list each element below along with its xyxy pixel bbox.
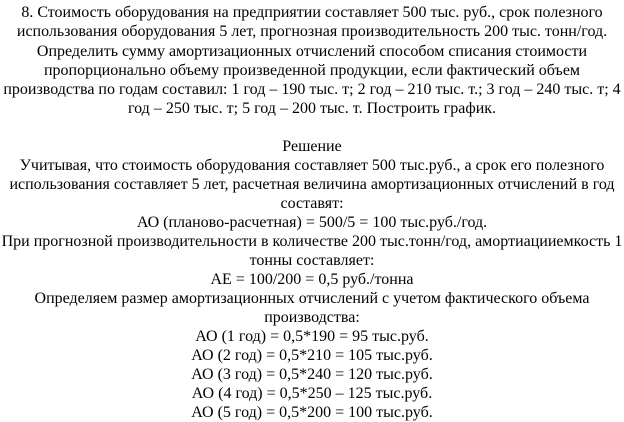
- formula-ao-year-4: АО (4 год) = 0,5*250 – 125 тыс.руб.: [191, 385, 433, 402]
- solution-line-6: тонны составляет:: [249, 252, 375, 269]
- solution-line-3: составят:: [280, 195, 344, 212]
- problem-line-5: производства по годам составил: 1 год – 190 тыс. т; 2 год – 210 тыс. т.; 3 год – 240 тыс. т; 4: [3, 81, 621, 98]
- problem-line-6: год – 250 тыс. т; 5 год – 200 тыс. т. Построить график.: [127, 100, 497, 117]
- formula-ao-year-5: АО (5 год) = 0,5*200 = 100 тыс.руб.: [191, 404, 433, 421]
- formula-ao-planned: АО (планово-расчетная) = 500/5 = 100 тыс.руб./год.: [136, 214, 488, 231]
- solution-line-2: использования составляет 5 лет, расчетная величина амортизационных отчислений в год: [9, 176, 615, 193]
- formula-ao-year-3: АО (3 год) = 0,5*240 = 120 тыс.руб.: [191, 366, 433, 383]
- solution-line-9: производства:: [264, 309, 360, 326]
- solution-line-8: Определяем размер амортизационных отчислений с учетом фактического объема: [34, 290, 590, 307]
- formula-ao-year-1: АО (1 год) = 0,5*190 = 95 тыс.руб.: [195, 328, 429, 345]
- formula-ao-year-2: АО (2 год) = 0,5*210 = 105 тыс.руб.: [191, 347, 433, 364]
- solution-line-5: При прогнозной производительности в количестве 200 тыс.тонн/год, амортиацииемкость 1: [1, 233, 623, 250]
- problem-line-1: 8. Стоимость оборудования на предприятии составляет 500 тыс. руб., срок полезного: [21, 4, 603, 21]
- problem-line-3: Определить сумму амортизационных отчислений способом списания стоимости: [36, 43, 588, 60]
- solution-line-1: Учитывая, что стоимость оборудования составляет 500 тыс.руб., а срок его полезного: [19, 157, 605, 174]
- problem-line-4: пропорционально объему произведенной продукции, если фактический объем: [43, 62, 581, 79]
- problem-line-2: использования оборудования 5 лет, прогнозная производительность 200 тыс. тонн/год.: [16, 23, 608, 40]
- solution-heading: Решение: [282, 138, 342, 155]
- formula-ae: АЕ = 100/200 = 0,5 руб./тонна: [210, 271, 414, 288]
